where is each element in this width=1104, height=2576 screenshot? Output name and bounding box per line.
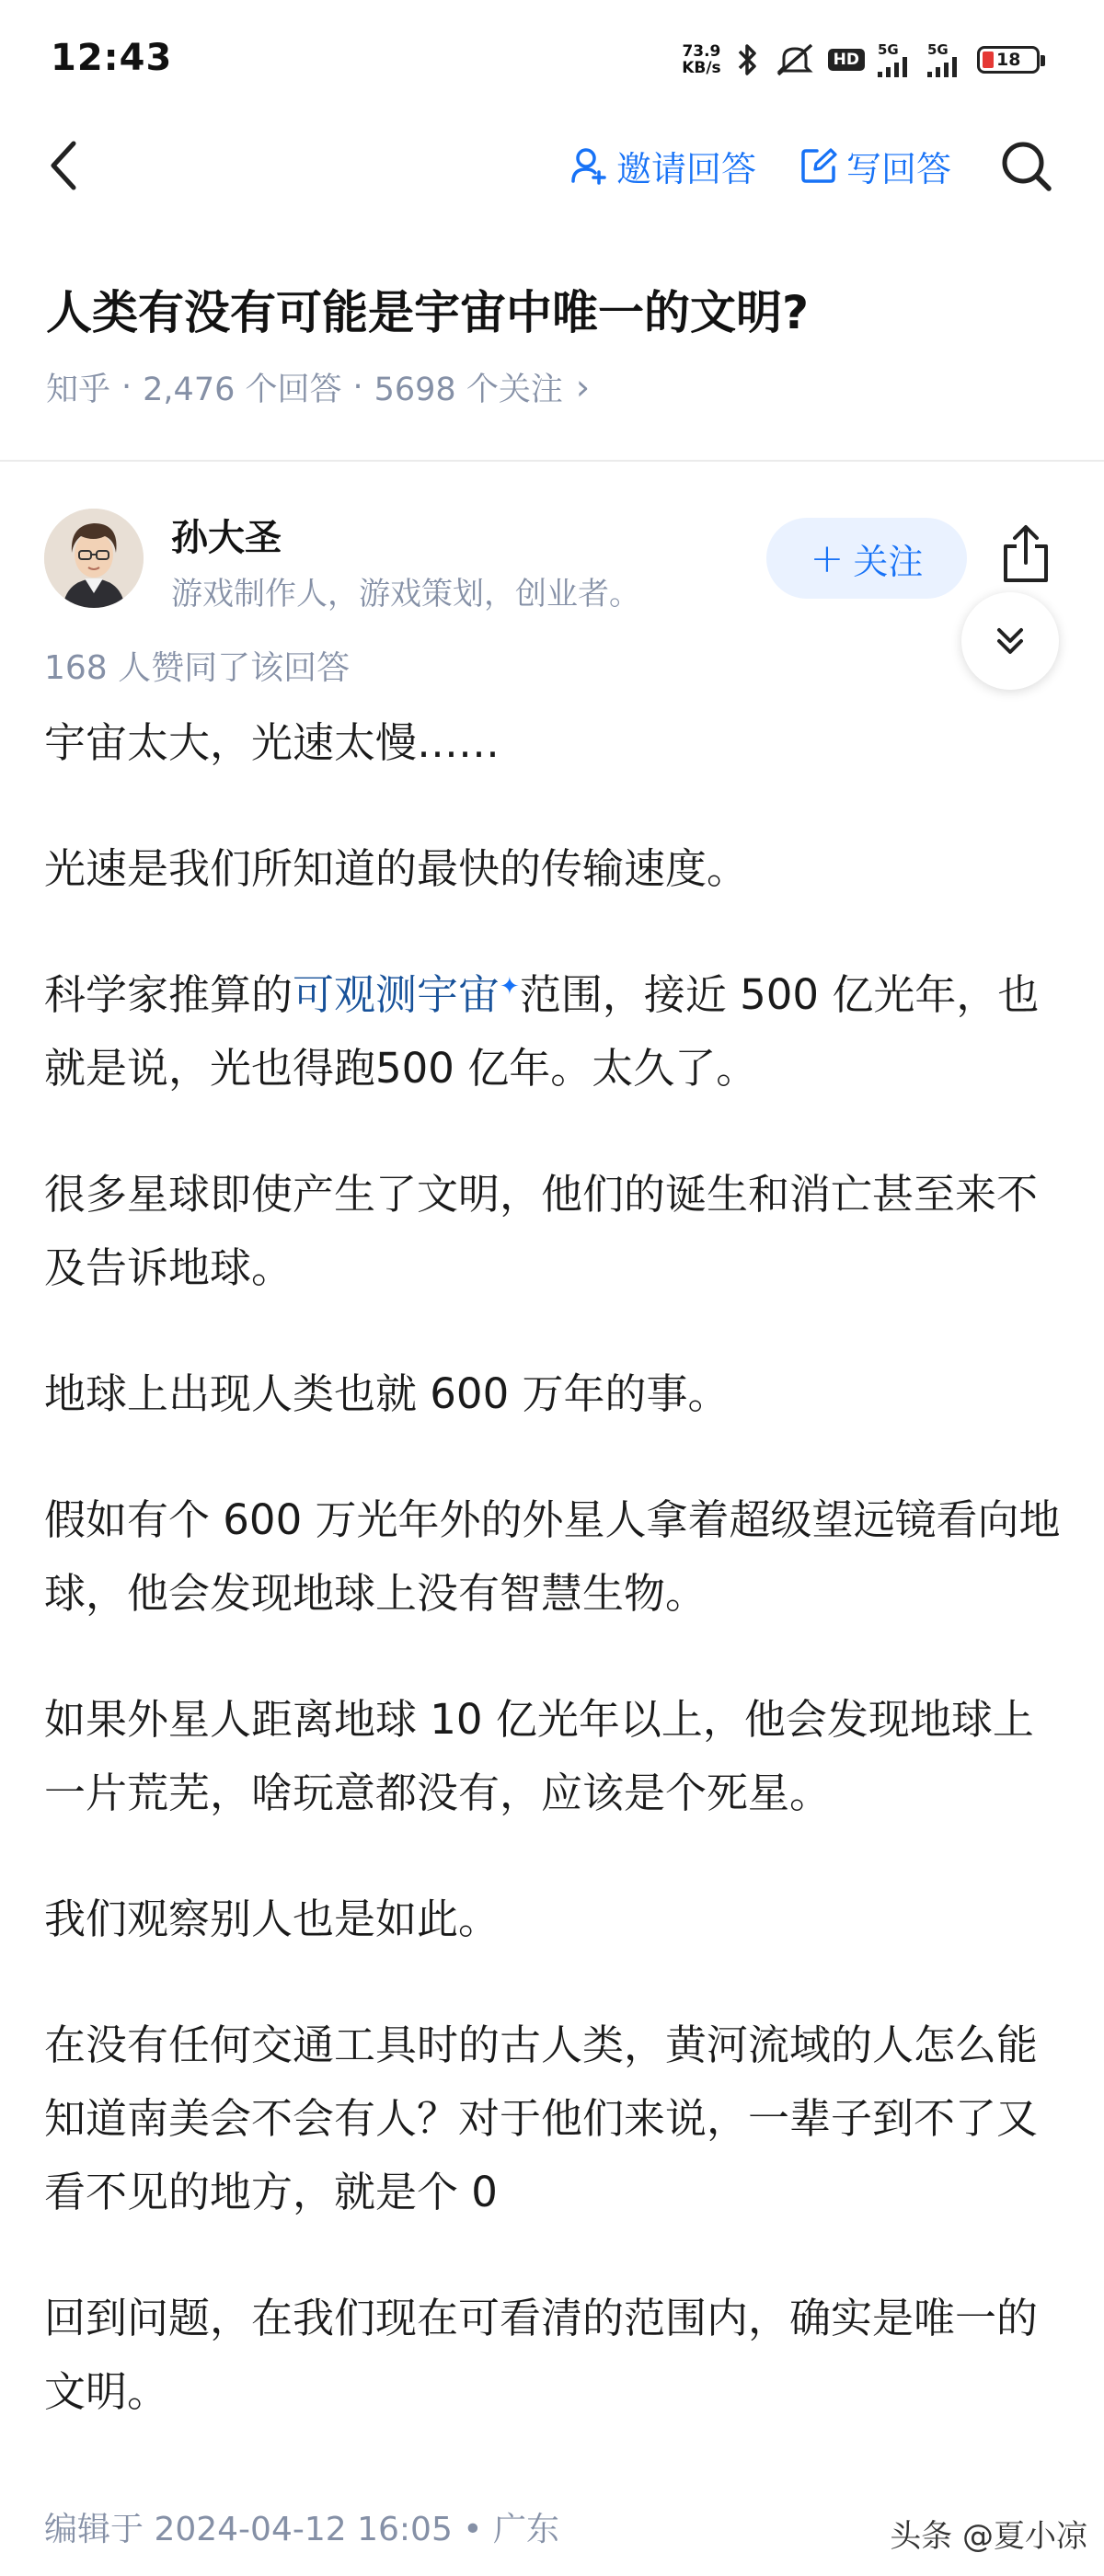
- edit-icon: [800, 147, 837, 184]
- nav-bar: [0, 120, 1104, 212]
- question-meta[interactable]: [46, 364, 590, 410]
- chevron-right-icon: ›: [575, 367, 591, 407]
- network-speed-unit: KB/s: [682, 59, 721, 77]
- meta-separator: ·: [121, 369, 132, 406]
- battery-icon: [977, 46, 1040, 74]
- followers-count: 5698 个关注: [374, 372, 563, 408]
- signal-icon: [927, 57, 964, 77]
- collapse-button[interactable]: [961, 592, 1059, 690]
- signal-1: [878, 42, 914, 77]
- share-button[interactable]: [998, 521, 1053, 587]
- vote-count: 168 人赞同了该回答: [44, 649, 351, 687]
- keyword-star-icon: ✦: [500, 973, 520, 1001]
- answers-count: 2,476 个回答: [143, 372, 342, 408]
- double-chevron-down-icon: [992, 623, 1029, 659]
- battery-level: 18: [996, 50, 1021, 70]
- follow-button[interactable]: [766, 518, 967, 599]
- network-speed: [682, 43, 720, 76]
- signal-icon: [878, 57, 914, 77]
- signal-2: [927, 42, 964, 77]
- answer-paragraph: 如果外星人距离地球 10 亿光年以上，他会发现地球上一片荒芜，啥玩意都没有，应该是个死星。: [44, 1695, 1034, 1817]
- write-answer-label: 写回答: [846, 148, 952, 189]
- answer-paragraph: 我们观察别人也是如此。: [44, 1895, 500, 1943]
- author-avatar-image: [44, 509, 144, 608]
- search-icon: [1000, 140, 1053, 193]
- edit-timestamp: 编辑于 2024-04-12 16:05 • 广东: [44, 2511, 559, 2548]
- battery-fill: [983, 52, 994, 68]
- signal-2-label: 5G: [927, 41, 949, 58]
- status-time: 12:43: [51, 37, 173, 79]
- answer-paragraph: 光速是我们所知道的最快的传输速度。: [44, 844, 749, 893]
- bluetooth-icon: [734, 41, 762, 78]
- question-source: 知乎: [46, 372, 111, 408]
- invite-answer-button[interactable]: [570, 140, 756, 191]
- chevron-left-icon: [46, 138, 83, 193]
- question-title[interactable]: 人类有没有可能是宇宙中唯一的文明?: [46, 286, 810, 339]
- answer-paragraph: 宇宙太大，光速太慢……: [44, 718, 500, 767]
- back-button[interactable]: [37, 138, 92, 193]
- paragraph-text: 科学家推算的: [44, 970, 293, 1019]
- author-name[interactable]: 孙大圣: [171, 517, 282, 559]
- author-bio: 游戏制作人，游戏策划，创业者。: [171, 576, 640, 613]
- write-answer-button[interactable]: [800, 140, 951, 191]
- hd-badge: HD: [828, 49, 865, 71]
- avatar[interactable]: [44, 509, 144, 608]
- share-icon: [1000, 522, 1052, 585]
- answer-paragraph: 地球上出现人类也就 600 万年的事。: [44, 1369, 730, 1418]
- search-button[interactable]: [998, 138, 1055, 195]
- answer-paragraph: 在没有任何交通工具时的古人类，黄河流域的人怎么能知道南美会不会有人？对于他们来说，一辈子到不了又看不见的地方，就是个 0: [44, 2021, 1039, 2216]
- battery-cap: [1041, 55, 1045, 66]
- plus-icon: +: [810, 534, 845, 582]
- watermark: 头条 @夏小凉: [890, 2518, 1087, 2555]
- status-icons: [682, 37, 1040, 83]
- answer-paragraph: [44, 958, 1065, 1105]
- invite-answer-label: 邀请回答: [616, 148, 757, 189]
- status-bar: [0, 0, 1104, 120]
- answer-paragraph: 很多星球即使产生了文明，他们的诞生和消亡甚至来不及告诉地球。: [44, 1170, 1039, 1292]
- mute-icon: [775, 41, 815, 78]
- section-divider: [0, 460, 1104, 462]
- answer-paragraph: 回到问题，在我们现在可看清的范围内，确实是唯一的文明。: [44, 2294, 1039, 2416]
- meta-separator: ·: [352, 369, 363, 406]
- answer-body: [44, 706, 1065, 2481]
- paragraph-text: 范围，接近 500 亿光年，也就是说，光也得跑500 亿年。太久了。: [44, 970, 1040, 1093]
- invite-user-icon: [570, 146, 607, 185]
- network-speed-value: 73.9: [682, 42, 721, 61]
- signal-1-label: 5G: [878, 41, 899, 58]
- answer-paragraph: 假如有个 600 万光年外的外星人拿着超级望远镜看向地球，他会发现地球上没有智慧生物。: [44, 1495, 1061, 1618]
- keyword-link[interactable]: 可观测宇宙: [293, 970, 500, 1019]
- follow-label: 关注: [853, 541, 924, 582]
